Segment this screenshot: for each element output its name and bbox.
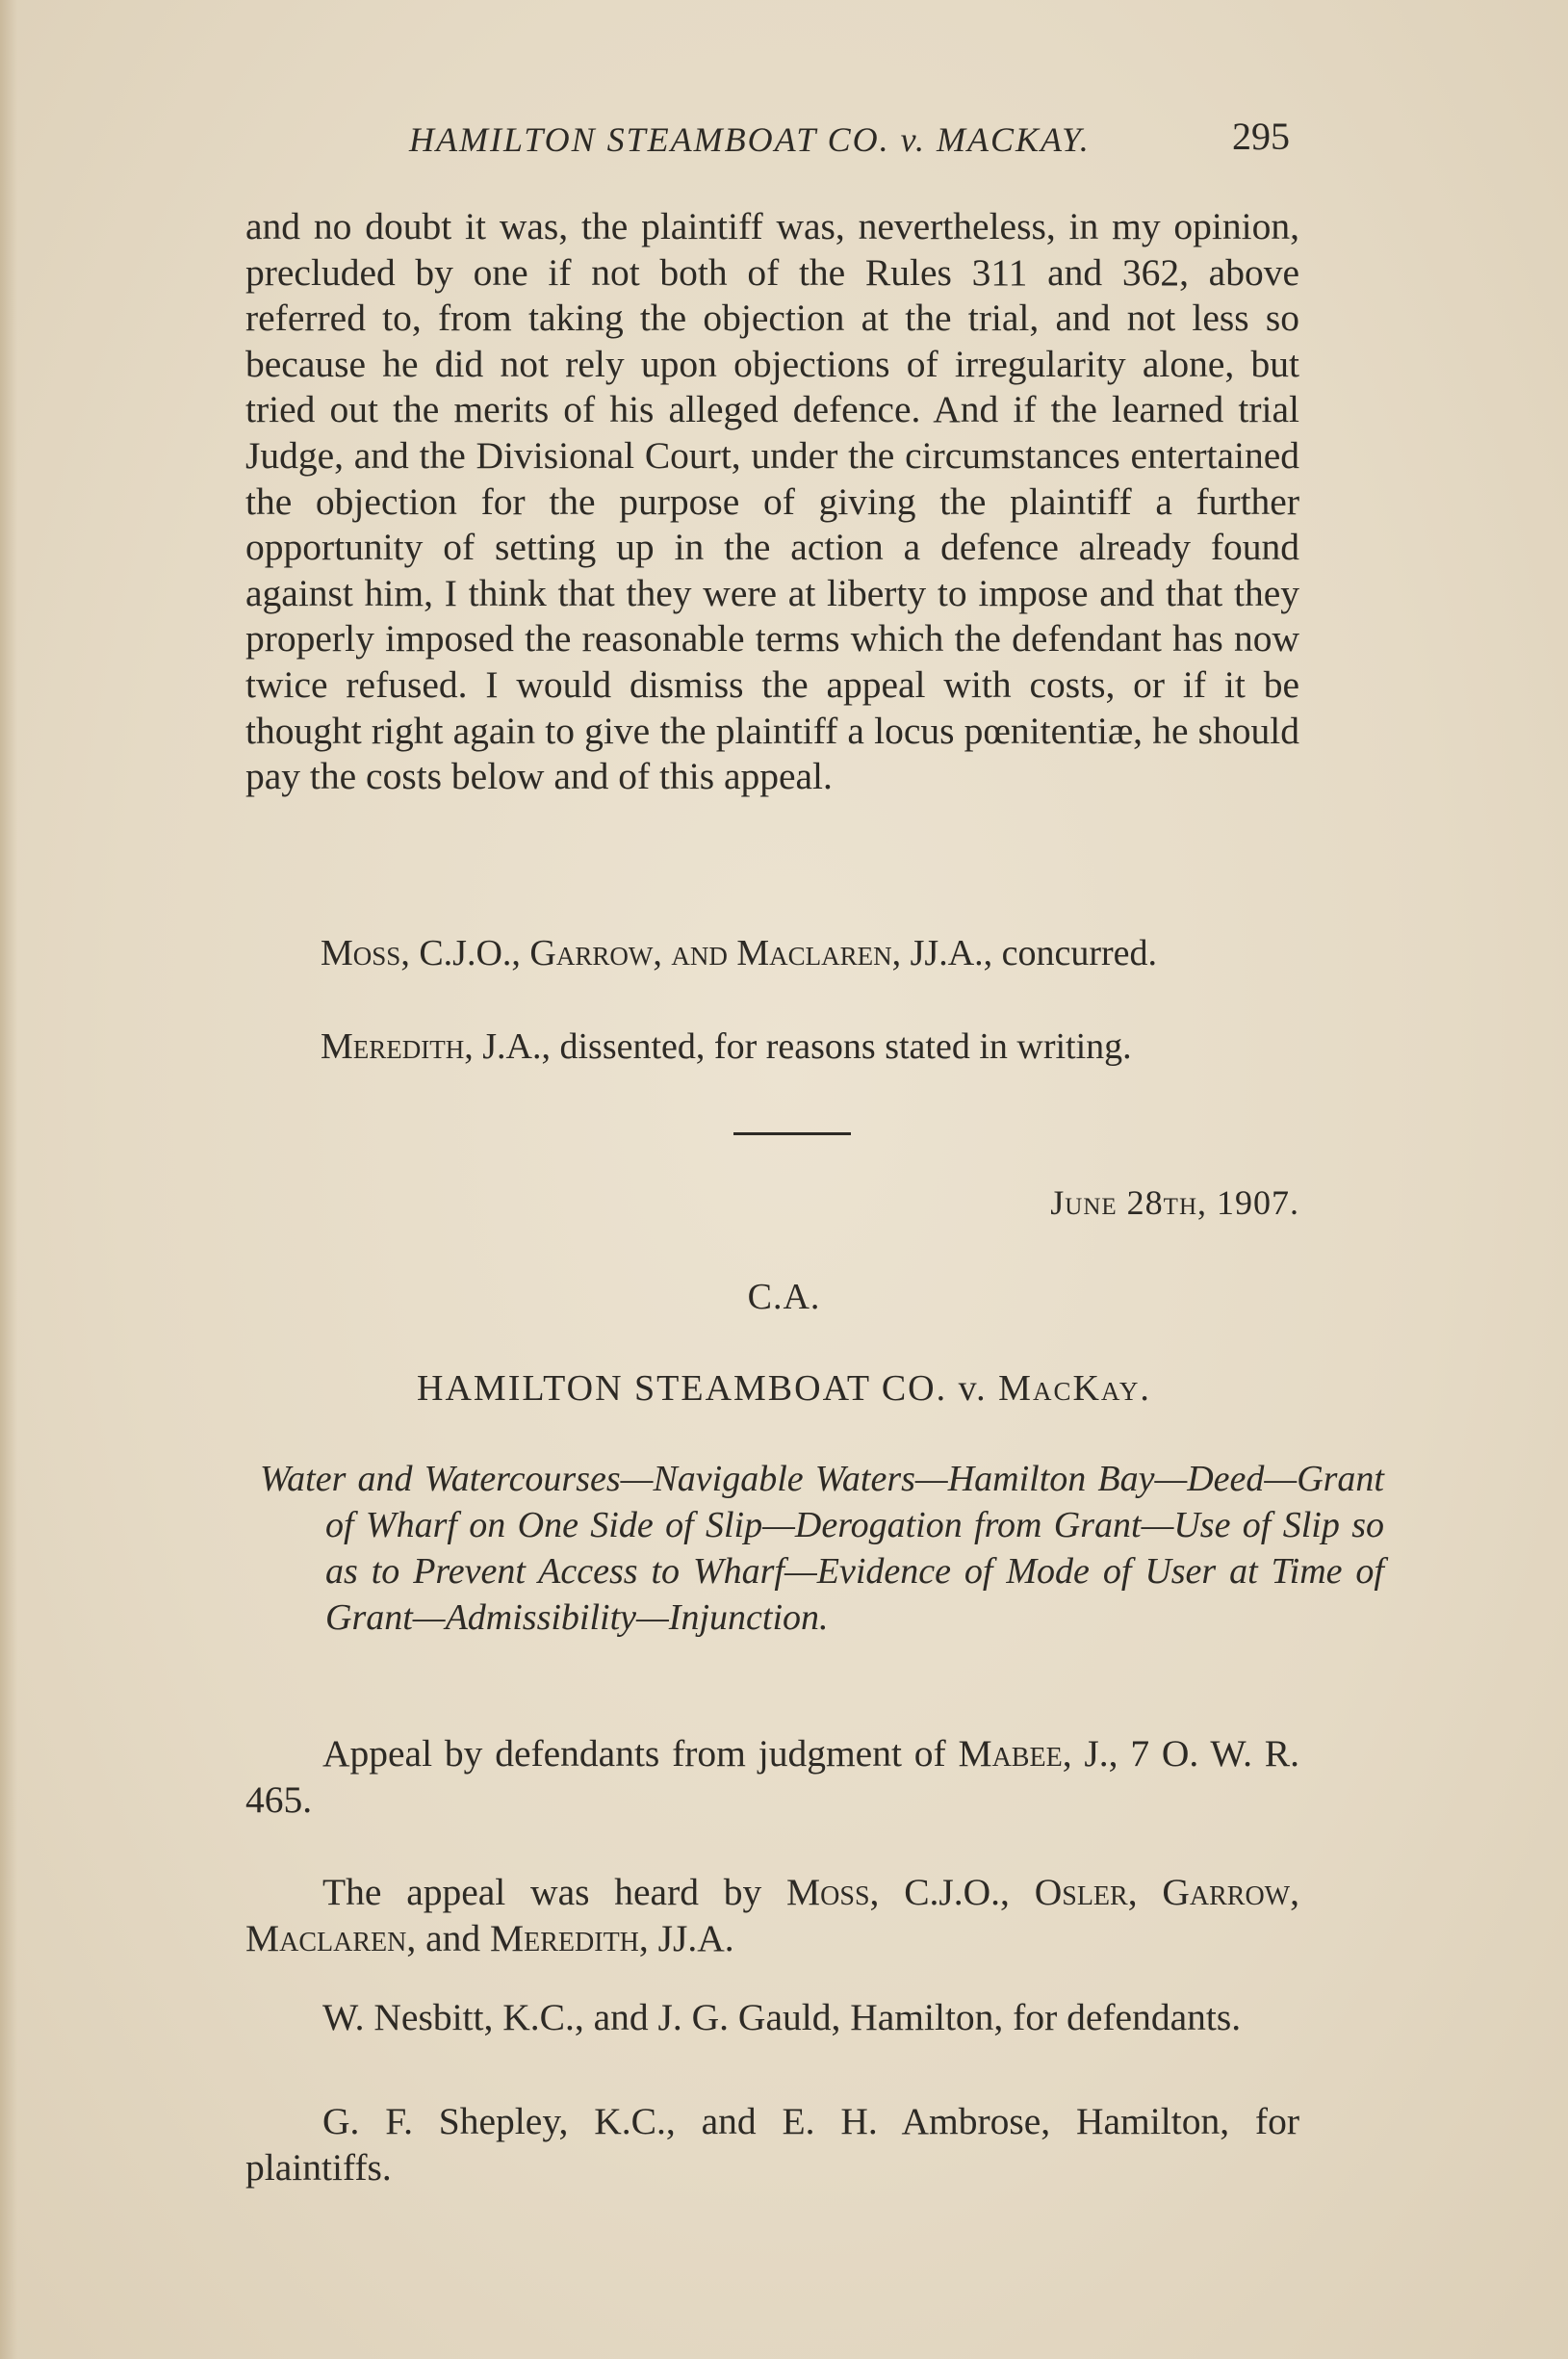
concurrence-line [321, 932, 1157, 974]
heard-text-middle: , and [406, 1916, 491, 1959]
court-designation: C.A. [747, 1277, 821, 1317]
dissent-text: , dissented, for reasons stated in writing. [541, 1026, 1132, 1067]
page-number: 295 [1232, 115, 1290, 158]
appeal-citation: , 7 O. W. R. 465. [245, 1732, 1299, 1821]
dissenting-judge: Meredith, J.A. [321, 1026, 542, 1067]
judgment-date: June 28th, 1907. [1050, 1183, 1299, 1222]
case-title-main: HAMILTON STEAMBOAT CO. v. [417, 1368, 999, 1409]
case-title [0, 1367, 1568, 1410]
heard-paragraph [245, 1870, 1299, 1961]
section-divider [733, 1132, 851, 1135]
appeal-text-before: Appeal by defendants from judgment of [322, 1732, 959, 1775]
page-gutter-edge [0, 0, 17, 2359]
heard-text-before: The appeal was heard by [322, 1871, 787, 1913]
opinion-paragraph: and no doubt it was, the plaintiff was, nevertheless, in my opinion, precluded by one if not both of the Rules 311 and 362, above referred to, from taking the objection at the trial, and not less so because he did not rely upon objections of irregularity alone, but tried out the merits of his alleged defence. And if the learned trial Judge, and the Divisional Court, under the circumstances entertained the objection for the purpose of giving the plaintiff a further opportunity of setting up in the action a defence already found against him, I think that they were at liberty to impose and that they properly imposed the reasonable terms which the defendant has now twice refused. I would dismiss the appeal with costs, or if it be thought right again to give the plaintiff a locus pœnitentiæ, he should pay the costs below and of this appeal. [245, 205, 1299, 798]
heard-judges: Moss, C.J.O., Osler, Garrow, Maclaren [245, 1871, 1299, 1959]
running-head: HAMILTON STEAMBOAT CO. v. MACKAY. [409, 120, 1091, 159]
appeal-judge: Mabee, J. [958, 1732, 1109, 1775]
page-header [245, 114, 1299, 171]
counsel-plaintiffs: G. F. Shepley, K.C., and E. H. Ambrose, Hamilton, for plaintiffs. [245, 2100, 1299, 2189]
counsel-defendants: W. Nesbitt, K.C., and J. G. Gauld, Hamilton, for defendants. [322, 1996, 1242, 2038]
dissent-line [321, 1025, 1132, 1068]
appeal-paragraph [245, 1731, 1299, 1823]
concurring-judges: Moss, C.J.O., Garrow, and Maclaren, JJ.A. [321, 933, 984, 973]
case-title-defendant: MacKay. [998, 1368, 1151, 1409]
concurrence-verb: , concurred. [983, 933, 1158, 973]
heard-last-judge: Meredith, JJ.A. [490, 1916, 734, 1959]
headnote: Water and Watercourses—Navigable Waters—Hamilton Bay—Deed—Grant of Wharf on One Side of Slip—Derogation from Grant—Use of Slip so as to Prevent Access to Wharf—Evidence of Mode of User at Time of Grant—Admissibility—Injunction. [260, 1459, 1384, 1638]
